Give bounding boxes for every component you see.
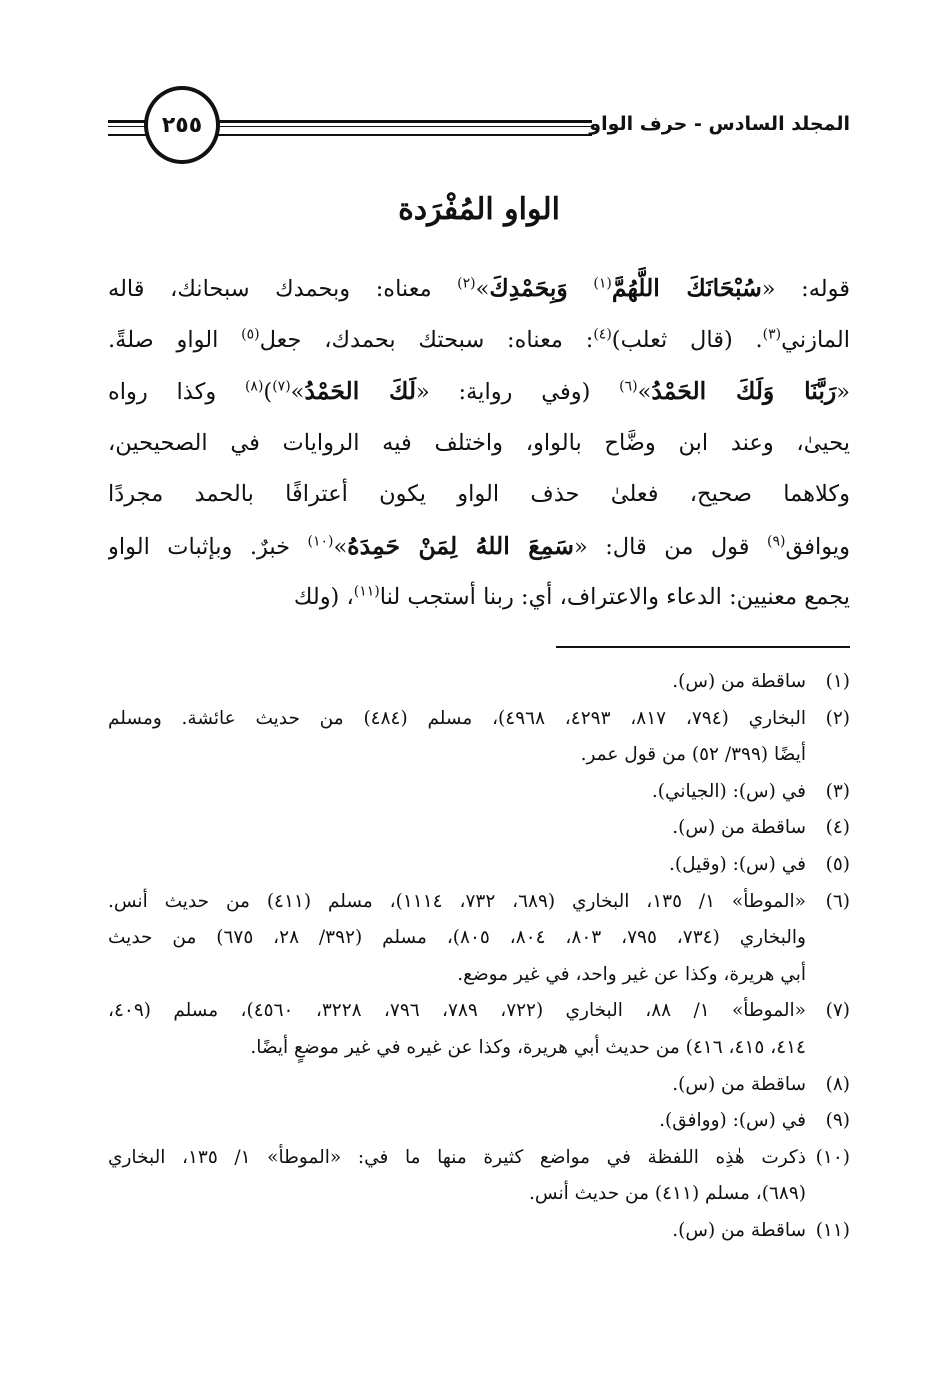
text-run: » [333, 533, 348, 560]
footnote [108, 884, 850, 921]
footnote-ref: (٧) [272, 378, 291, 395]
footnote-ref: (٤) [593, 326, 612, 342]
text-line [108, 521, 850, 573]
footnote-text: (٦٨٩)، مسلم (٤١١) من حديث أنس. [529, 1183, 806, 1205]
text-run: « [836, 379, 850, 405]
footnote-text: في (س): (وقيل). [669, 853, 806, 875]
footnote-continuation [108, 737, 850, 774]
footnote [108, 810, 850, 847]
text-line [108, 469, 850, 521]
footnote [108, 664, 850, 701]
footnote-ref: (٢) [457, 275, 476, 292]
footnote [108, 847, 850, 884]
text-line [108, 366, 850, 418]
text-run: يجمع معنيين: الدعاء والاعتراف، أي: ربنا أستجب لنا [379, 584, 850, 610]
footnote [108, 1103, 850, 1140]
text-run: ) [263, 379, 273, 405]
footnote-text: «الموطأ» ١/ ١٣٥، البخاري (٦٨٩، ٧٣٢، ١١١٤)، مسلم (٤١١) من حديث أنس. [108, 890, 806, 912]
text-run: الواو صلةً. [108, 326, 242, 353]
footnote-text: ساقطة من (س). [672, 1219, 806, 1241]
footnote-text: ساقطة من (س). [672, 1073, 806, 1095]
footnote-text: في (س): (الجياني). [651, 780, 806, 802]
footnote-number: (٢) [825, 707, 850, 729]
footnote [108, 1140, 850, 1177]
footnote [108, 701, 850, 738]
footnote-text: أيضًا (٣٩٩/ ٥٢) من قول عمر. [580, 744, 806, 766]
footnote [108, 1213, 850, 1250]
text-run: يحيىٰ، وعند ابن وضَّاح بالواو، واختلف فيه الروايات في الصحيحين، [108, 429, 850, 456]
text-line [108, 315, 850, 367]
text-run: . (قال ثعلب) [611, 326, 763, 353]
text-run: » [637, 379, 652, 405]
footnote [108, 774, 850, 811]
footnote-ref: (١٠) [307, 533, 334, 549]
footnote-text: ذكرت هٰذِه اللفظة في مواضع كثيرة منها ما في: «الموطأ» ١/ ١٣٥، البخاري [108, 1146, 806, 1168]
text-line [108, 572, 850, 624]
text-run: قوله: « [761, 276, 850, 302]
footnote-ref: (١) [593, 275, 612, 292]
footnote-number: (٤) [825, 817, 850, 839]
footnote-number: (١١) [815, 1219, 850, 1241]
quoted-phrase: سُبْحَانَكَ اللَّهُمَّ [611, 274, 762, 302]
footnote-continuation [108, 1030, 850, 1067]
footnote-number: (٩) [825, 1110, 850, 1132]
running-title: المجلد السادس - حرف الواو [589, 113, 850, 135]
footnote [108, 1067, 850, 1104]
footnote-ref: (١١) [353, 583, 380, 600]
footnote-number: (٧) [825, 1000, 850, 1022]
quoted-phrase: وَبِحَمْدِكَ [489, 274, 568, 302]
footnote-number: (٣) [825, 780, 850, 802]
footnote-number: (٦) [825, 890, 850, 912]
text-run: معناه: وبحمدك سبحانك، قاله [108, 276, 458, 302]
text-run: ويوافق [785, 533, 850, 560]
footnote-text: ٤١٤، ٤١٥، ٤١٦) من حديث أبي هريرة، وكذا عن غيره في غير موضعٍ أيضًا. [250, 1036, 806, 1058]
text-run: » [290, 379, 305, 405]
footnote-ref: (٣) [762, 326, 782, 342]
quoted-phrase: رَبَّنَا وَلَكَ الحَمْدُ [651, 377, 837, 405]
footnote-text: «الموطأ» ١/ ٨٨، البخاري (٧٢٢، ٧٨٩، ٧٩٦، ٣٢٢٨، ٤٥٦٠)، مسلم (٤٠٩، [108, 1000, 806, 1022]
main-text [108, 263, 850, 624]
footnote-continuation [108, 920, 850, 957]
text-run: وكذا رواه [108, 379, 245, 405]
footnote-continuation [108, 957, 850, 994]
footnote-continuation [108, 1176, 850, 1213]
text-run: ، (ولك [293, 584, 354, 610]
text-run: (وفي رواية: « [416, 379, 620, 405]
footnote-number: (٨) [825, 1073, 850, 1095]
text-run: » [475, 276, 490, 302]
text-line [108, 418, 850, 470]
footnote-separator [556, 646, 850, 648]
footnote-ref: (٨) [244, 378, 264, 395]
quoted-phrase: سَمِعَ اللهُ لِمَنْ حَمِدَهُ [347, 531, 574, 560]
footnote-text: ساقطة من (س). [672, 817, 806, 839]
footnote [108, 993, 850, 1030]
page-number: ٢٥٥ [144, 86, 220, 164]
quoted-phrase: لَكَ الحَمْدُ [304, 377, 416, 405]
text-run: المازني [781, 326, 850, 353]
footnote-ref: (٥) [241, 326, 260, 342]
text-run: خبرٌ. وبإثبات الواو [108, 533, 308, 560]
text-run: : معناه: سبحتك بحمدك، جعل [259, 326, 594, 353]
footnote-number: (٥) [825, 853, 850, 875]
text-run: قول من قال: « [573, 533, 767, 560]
footnote-number: (١) [825, 671, 850, 692]
footnote-text: أبي هريرة، وكذا عن غير واحد، في غير موضع. [457, 963, 806, 985]
footnotes [108, 664, 850, 1250]
text-line [108, 263, 850, 315]
running-header [108, 92, 850, 172]
text-run: وكلاهما صحيح، فعلىٰ حذف الواو يكون أعترافًا بالحمد مجردًا [108, 481, 850, 507]
footnote-text: البخاري (٧٩٤، ٨١٧، ٤٢٩٣، ٤٩٦٨)، مسلم (٤٨٤) من حديث عائشة. ومسلم [108, 707, 806, 729]
footnote-number: (١٠) [815, 1146, 850, 1168]
footnote-ref: (٦) [619, 378, 638, 395]
text-run [568, 276, 594, 302]
footnote-text: ساقطة من (س). [672, 671, 806, 692]
footnote-ref: (٩) [767, 533, 786, 549]
footnote-text: في (س): (ووافق). [659, 1110, 806, 1132]
footnote-text: والبخاري (٧٣٤، ٧٩٥، ٨٠٣، ٨٠٤، ٨٠٥)، مسلم (٣٩٢/ ٢٨، ٦٧٥) من حديث [108, 927, 806, 949]
chapter-title: الواو المُفْرَدة [398, 192, 560, 227]
